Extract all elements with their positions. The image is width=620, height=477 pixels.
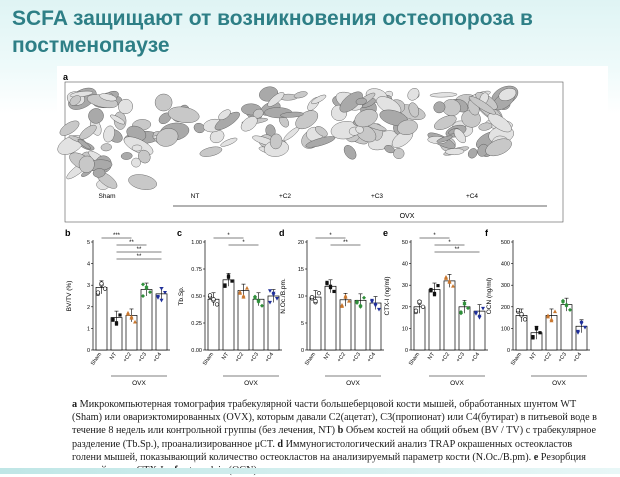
y-axis-label: BV/TV (%) (66, 280, 73, 312)
x-tick-label: +C2 (440, 351, 452, 364)
data-point (115, 321, 118, 324)
x-tick-label: +C4 (366, 351, 378, 364)
y-tick-label: 500 (500, 240, 510, 246)
figure-graphic (57, 66, 608, 396)
chart-f (485, 228, 590, 387)
chart-d (279, 228, 384, 387)
y-tick-label: 100 (500, 326, 510, 333)
y-tick-label: 10 (401, 326, 408, 333)
x-tick-label: +C4 (572, 351, 584, 364)
y-axis-label: N.Oc./B.pm. (280, 278, 287, 314)
data-point (344, 294, 348, 298)
y-tick-label: 0 (300, 348, 304, 354)
y-tick-label: 30 (401, 283, 408, 290)
x-tick-label: +C2 (234, 351, 246, 364)
y-tick-label: 0 (86, 348, 90, 354)
y-tick-label: 5 (300, 321, 304, 327)
bottom-bar (0, 468, 620, 474)
x-tick-label: NT (427, 351, 437, 362)
x-tick-label: Sham (407, 351, 422, 367)
x-tick-label: Sham (303, 351, 318, 367)
data-point (332, 290, 335, 293)
ovx-label: OVX (244, 380, 258, 387)
data-point (96, 291, 100, 295)
y-tick-label: 20 (401, 304, 408, 311)
bar (268, 296, 279, 350)
bar (444, 281, 455, 350)
y-tick-label: 3 (86, 283, 90, 290)
x-tick-label: NT (109, 351, 119, 362)
chart-e (383, 228, 488, 387)
x-tick-label: +C4 (470, 351, 482, 364)
figure (57, 66, 608, 466)
x-tick-label: Sham (201, 351, 216, 367)
x-tick-label: Sham (89, 351, 104, 367)
y-tick-label: 15 (297, 267, 304, 273)
data-point (538, 331, 541, 334)
y-tick-label: 300 (500, 283, 510, 290)
significance-label: * (329, 233, 332, 239)
data-point (531, 335, 534, 338)
data-point (433, 292, 436, 295)
data-point (268, 289, 272, 293)
y-tick-label: 2 (86, 304, 90, 311)
significance-label: ** (136, 254, 142, 260)
y-tick-label: 1.00 (191, 240, 202, 246)
data-point (421, 305, 425, 309)
x-tick-label: +C2 (542, 351, 554, 364)
y-tick-label: 1 (86, 326, 90, 333)
data-point (245, 286, 249, 290)
panel-e-letter: e (383, 228, 389, 238)
x-tick-label: +C3 (137, 351, 149, 364)
caption-a-text: Микрокомпьютерная томография трабекулярной части большеберцовой кости мышей, обработанных шунтом WT (Sham) или овариэктомированных (OVX), которым давали C2(ацетат), C3(пропионат) или C4(бутират) в питьевой воде в течение 8 недель или контрольной группы (без лечения, NT) (72, 399, 597, 437)
data-point (444, 275, 448, 279)
x-tick-label: +C2 (336, 351, 348, 364)
bar (429, 290, 440, 350)
x-tick-label: NT (323, 351, 333, 362)
caption-e-letter: e (533, 451, 539, 463)
y-axis-label: CTX-I (ng/ml) (384, 276, 391, 316)
y-tick-label: 0.00 (191, 348, 202, 354)
bar (310, 297, 321, 350)
caption-e-text: Резорбция (540, 451, 586, 463)
x-tick-label: +C3 (557, 351, 569, 364)
ovx-label: OVX (132, 380, 146, 387)
data-point (436, 284, 439, 287)
data-point (126, 311, 130, 315)
panel-f-letter: f (485, 228, 488, 238)
caption-a-letter: a (72, 399, 78, 410)
ct-label-2: NT (190, 193, 200, 200)
y-tick-label: 4 (86, 261, 90, 268)
significance-label: * (227, 233, 230, 239)
significance-label: * (242, 240, 245, 246)
caption-b-letter: b (337, 425, 344, 437)
x-tick-label: +C3 (249, 351, 261, 364)
y-tick-label: 20 (297, 240, 304, 246)
y-tick-label: 0.75 (191, 267, 202, 273)
bar (223, 280, 234, 350)
ct-label-5: +C4 (465, 193, 479, 200)
data-point (317, 291, 321, 295)
data-point (215, 303, 219, 307)
ovx-label: OVX (346, 380, 360, 387)
x-tick-label: NT (221, 351, 231, 362)
data-point (535, 326, 538, 329)
x-tick-label: +C2 (122, 351, 134, 364)
data-point (523, 318, 527, 322)
data-point (362, 296, 366, 300)
y-tick-label: 50 (401, 240, 408, 246)
y-tick-label: 40 (401, 261, 408, 268)
significance-label: ** (129, 240, 134, 246)
ct-label-3: +C2 (278, 193, 292, 200)
y-tick-label: 400 (500, 261, 510, 268)
chart-c (177, 228, 282, 387)
y-axis-label: OCN (ng/ml) (486, 277, 493, 315)
panel-b-letter: b (65, 228, 71, 238)
panel-d-letter: d (279, 228, 285, 238)
y-tick-label: 0 (506, 348, 510, 354)
data-point (208, 294, 212, 298)
data-point (223, 283, 226, 286)
data-point (160, 287, 164, 291)
y-tick-label: 5 (86, 240, 90, 246)
x-tick-label: +C4 (264, 351, 276, 364)
y-axis-label: Tb.Sp. (178, 286, 185, 306)
data-point (100, 282, 104, 286)
x-tick-label: +C3 (351, 351, 363, 364)
data-point (325, 281, 328, 284)
significance-label: ** (343, 240, 348, 246)
ovx-label-a: OVX (399, 213, 415, 220)
data-point (141, 282, 145, 286)
significance-label: *** (112, 233, 121, 239)
y-tick-label: 0 (404, 348, 408, 354)
ovx-label: OVX (552, 380, 566, 387)
data-point (553, 310, 557, 314)
bar (208, 299, 219, 350)
bar (96, 287, 107, 350)
y-tick-label: 200 (500, 304, 510, 311)
data-point (429, 288, 432, 291)
caption-d-letter: d (277, 438, 284, 450)
significance-label: * (433, 233, 436, 239)
y-tick-label: 0.50 (191, 294, 202, 300)
x-tick-label: Sham (509, 351, 524, 367)
y-tick-label: 0.25 (191, 321, 202, 327)
data-point (212, 297, 216, 301)
data-point (414, 309, 418, 313)
y-tick-label: 10 (297, 294, 304, 300)
panel-a-letter: a (63, 72, 69, 82)
ct-label-1: Sham (98, 193, 116, 200)
bar (325, 286, 336, 350)
ct-label-4: +C3 (370, 193, 384, 200)
caption-d-text: Иммуногистологический анализ TRAP окрашенных остеокластов голени мышей, показывающий количество остеокластов на анализируемый параметр кости (N.Oc./B.pm). (72, 438, 573, 463)
bar (141, 290, 152, 350)
data-point (230, 279, 233, 282)
panel-c-letter: c (177, 228, 183, 238)
caption-b-text: Объем костей на общий объем (BV / TV) с трабекулярное разделение (Tb.Sp.), проанализированное μCT. (72, 425, 597, 450)
data-point (314, 299, 318, 303)
data-point (516, 308, 520, 312)
data-point (103, 287, 107, 291)
x-tick-label: +C3 (455, 351, 467, 364)
ovx-label: OVX (450, 380, 464, 387)
chart-b (65, 228, 170, 387)
data-point (329, 285, 332, 288)
data-point (111, 317, 114, 320)
data-point (520, 312, 524, 316)
significance-label: ** (454, 247, 460, 253)
data-point (418, 300, 422, 304)
data-point (481, 307, 485, 311)
data-point (227, 274, 230, 277)
x-tick-label: NT (529, 351, 539, 362)
data-point (310, 295, 314, 299)
bar (238, 291, 249, 350)
x-tick-label: +C4 (152, 351, 164, 364)
figure-caption (72, 398, 602, 477)
slide-title: SCFA защищают от возникновения остеопороза в постменопаузе (12, 7, 533, 57)
data-point (118, 313, 121, 316)
significance-label: ** (136, 247, 142, 253)
significance-label: * (448, 240, 451, 246)
